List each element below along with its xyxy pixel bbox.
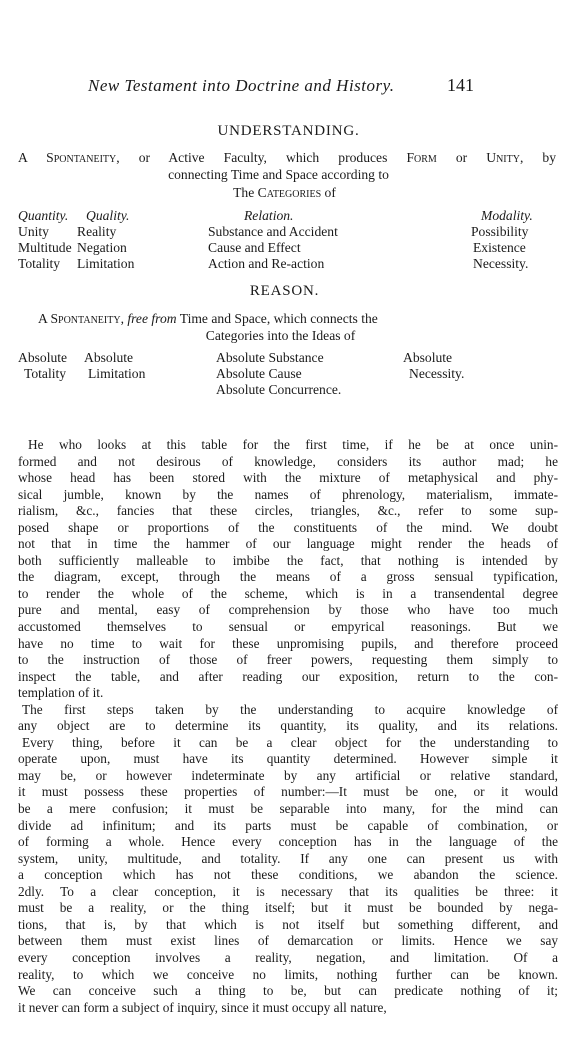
categories-caption: The Categories of <box>233 185 336 200</box>
body-line: to the instruction of those of freer powers, requesting them simply to <box>18 652 558 668</box>
running-header-title: New Testament into Doctrine and History. <box>88 76 395 95</box>
body-line: whose head has been stored with the mixture of metaphysical and phy- <box>18 470 558 486</box>
body-line: operate upon, must have its quantity determined. However simple it <box>18 751 558 767</box>
body-line: accustomed themselves to sensual or empyrical reasonings. But we <box>18 619 558 635</box>
body-line: every conception involves a reality, negation, and limitation. Of a <box>18 949 558 965</box>
body-line: reality, to which we conceive no limits, nothing further can be known. <box>18 966 558 982</box>
understanding-heading: UNDERSTANDING. <box>217 123 360 139</box>
table-cell: Unity <box>18 224 49 239</box>
body-line: both sufficiently malleable to imbibe the fact, that nothing is intended by <box>18 552 558 568</box>
reason-description-line2: Categories into the Ideas of <box>205 328 356 343</box>
body-line: any object are to determine its quantity, its quality, and its relations. <box>18 718 558 734</box>
column-header-relation: Relation. <box>244 208 294 223</box>
body-line: rialism, &c., fancies that these circles, triangles, &c., refer to some sup- <box>18 503 558 519</box>
body-line: He who looks at this table for the first time, if he be at once unin- <box>28 437 558 452</box>
body-line: have no time to wait for these unpromising pupils, and therefore proceed <box>18 635 558 651</box>
body-line: to render the whole of the scheme, which is in a transendental degree <box>18 585 558 601</box>
reason-heading: REASON. <box>249 283 320 299</box>
body-line: must be a reality, or the thing itself; but it must be bounded by nega- <box>18 900 558 916</box>
column-header-modality: Modality. <box>481 208 533 223</box>
body-line: not that in time the hammer of our language might render the heads of <box>18 536 558 552</box>
table-cell: Necessity. <box>473 256 529 271</box>
table-cell: Limitation <box>77 256 135 271</box>
table-cell: Totality <box>18 256 61 271</box>
ideas-cell: Limitation <box>88 366 146 381</box>
body-line: posed shape or proportions of the constituents of the mind. We doubt <box>18 519 558 535</box>
reason-description-line1 <box>38 311 378 327</box>
column-header-quantity: Quantity. <box>18 208 69 223</box>
ideas-cell: Totality <box>24 366 67 381</box>
body-line: a conception which has not these conditions, we abandon the science. <box>18 867 558 883</box>
understanding-description-line1: A Spontaneity, or Active Faculty, which produces Form or Unity, by <box>18 150 557 165</box>
understanding-description-line2: connecting Time and Space according to <box>168 167 389 182</box>
body-line: pure and mental, easy of comprehension by those who have too much <box>18 602 558 618</box>
table-cell: Possibility <box>471 224 529 239</box>
ideas-cell: Absolute <box>84 350 134 365</box>
body-line: 2dly. To a clear conception, it is necessary that its qualities be three: it <box>18 883 558 899</box>
body-line: between them must exist lines of demarcation or limits. Hence we say <box>18 933 558 949</box>
body-line: it must possess these properties of number:—It must be one, or it would <box>18 784 558 800</box>
body-line: divide ad infinitum; and its parts must be capable of combination, or <box>18 817 558 833</box>
column-header-quality: Quality. <box>86 208 130 223</box>
ideas-cell: Absolute Substance <box>216 350 324 365</box>
table-cell: Negation <box>77 240 127 255</box>
table-cell: Reality <box>77 224 117 239</box>
table-cell: Multitude <box>18 240 72 255</box>
body-line: may be, or however indeterminate by any artificial or relative standard, <box>18 767 558 783</box>
body-line: system, unity, multitude, and totality. If any one can present us with <box>18 850 558 866</box>
page-number: 141 <box>447 75 474 95</box>
body-line: formed and not desirous of knowledge, considers its author mad; he <box>18 453 558 469</box>
body-line: inspect the table, and after reading our exposition, return to the con- <box>18 668 558 684</box>
body-line: We can conceive such a thing to be, but can predicate nothing of it; <box>18 983 558 999</box>
reason-free-from-text: free from <box>127 311 177 326</box>
body-line: sical jumble, known by the names of phrenology, materialism, immate- <box>18 486 558 502</box>
body-line: tions, that is, by that which is not itself but something different, and <box>18 916 558 932</box>
body-line: templation of it. <box>18 685 104 701</box>
table-cell: Action and Re-action <box>208 256 325 271</box>
body-line: it never can form a subject of inquiry, since it must occupy all nature, <box>18 999 387 1015</box>
body-text <box>18 437 558 1016</box>
body-line: be a mere confusion; it must be separable into many, for the mind can <box>18 801 558 817</box>
reason-spontaneity-text: A Spontaneity, <box>38 311 124 326</box>
ideas-cell: Absolute <box>18 350 68 365</box>
body-line: The first steps taken by the understanding to acquire knowledge of <box>22 701 558 717</box>
table-cell: Existence <box>473 240 526 255</box>
body-line: the diagram, except, through the means of a gross sensual typification, <box>18 569 558 585</box>
body-line: of forming a whole. Hence every conception has in the language of the <box>18 834 558 850</box>
table-cell: Substance and Accident <box>208 224 338 239</box>
ideas-cell: Necessity. <box>409 366 465 381</box>
table-cell: Cause and Effect <box>208 240 301 255</box>
body-line: Every thing, before it can be a clear object for the understanding to <box>22 734 558 750</box>
reason-connects-text: Time and Space, which connects the <box>179 311 378 326</box>
ideas-cell: Absolute <box>403 350 453 365</box>
ideas-cell: Absolute Cause <box>216 366 302 381</box>
ideas-cell: Absolute Concurrence. <box>216 382 342 397</box>
